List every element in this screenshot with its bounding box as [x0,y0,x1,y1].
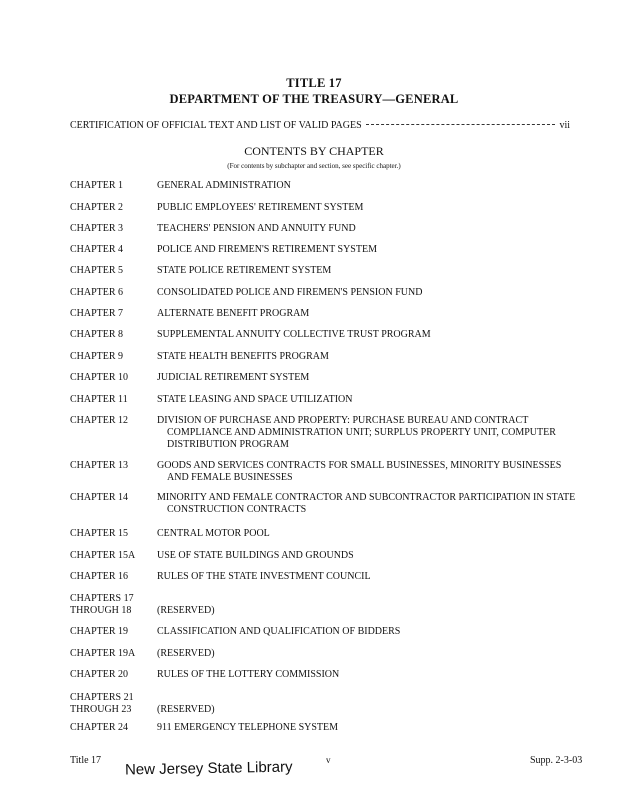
chapter-number-line: THROUGH 23 [70,704,132,715]
chapter-name-line: USE OF STATE BUILDINGS AND GROUNDS [157,550,354,561]
page-title-line-2: DEPARTMENT OF THE TREASURY—GENERAL [169,92,459,106]
chapter-number [70,492,155,504]
chapter-name [157,669,590,681]
chapter-number [70,372,155,384]
chapter-name-line: 911 EMERGENCY TELEPHONE SYSTEM [157,722,339,733]
chapter-name [157,372,590,384]
chapter-number-line: CHAPTER 2 [70,202,124,213]
chapter-name-line: RULES OF THE LOTTERY COMMISSION [157,669,340,680]
chapter-number-line: CHAPTER 7 [70,308,124,319]
chapter-name [157,394,590,406]
chapter-name-line: DISTRIBUTION PROGRAM [167,439,289,450]
chapter-name [157,329,590,341]
chapter-number-line: CHAPTER 24 [70,722,129,733]
chapter-number [70,308,155,320]
chapter-name [157,180,590,192]
chapter-number [70,351,155,363]
chapter-name [157,571,590,583]
chapter-name-line: MINORITY AND FEMALE CONTRACTOR AND SUBCONTRACTOR PARTICIPATION IN STATE [157,492,576,503]
chapter-name [157,265,590,277]
chapter-number-line: CHAPTER 14 [70,492,129,503]
chapter-number-line: CHAPTER 20 [70,669,129,680]
chapter-number-line: CHAPTER 13 [70,460,129,471]
chapter-name [157,492,590,516]
chapter-number [70,329,155,341]
chapter-name [157,550,590,562]
chapter-number [70,692,155,716]
chapter-number [70,626,155,638]
certification-text: CERTIFICATION OF OFFICIAL TEXT AND LIST OF VALID PAGES [70,120,362,131]
footer-supplement-date: Supp. 2-3-03 [530,755,583,766]
chapter-number-line: CHAPTER 19A [70,648,136,659]
chapter-name-line: RULES OF THE STATE INVESTMENT COUNCIL [157,571,371,582]
chapter-number [70,550,155,562]
chapter-name-line: CLASSIFICATION AND QUALIFICATION OF BIDDERS [157,626,401,637]
chapter-name-line: CENTRAL MOTOR POOL [157,528,270,539]
chapter-number [70,722,155,734]
chapter-number [70,180,155,192]
chapter-number-line: CHAPTER 12 [70,415,129,426]
chapter-number-line: CHAPTER 15A [70,550,136,561]
chapter-number [70,460,155,472]
chapter-number-line: CHAPTER 5 [70,265,124,276]
chapter-name [157,244,590,256]
chapter-name-line: JUDICIAL RETIREMENT SYSTEM [157,372,310,383]
chapter-name-line: POLICE AND FIREMEN'S RETIREMENT SYSTEM [157,244,377,255]
chapter-number [70,394,155,406]
chapter-number-line: CHAPTER 8 [70,329,124,340]
chapter-name [157,308,590,320]
chapter-number [70,415,155,427]
chapter-name [157,528,590,540]
contents-note: (For contents by subchapter and section, see specific chapter.) [227,162,401,170]
chapter-number [70,265,155,277]
chapter-number-line: CHAPTERS 21 [70,692,134,703]
chapter-number-line: CHAPTER 9 [70,351,124,362]
chapter-name-line: SUPPLEMENTAL ANNUITY COLLECTIVE TRUST PROGRAM [157,329,431,340]
chapter-number [70,223,155,235]
chapter-name [157,351,590,363]
chapter-name-line: DIVISION OF PURCHASE AND PROPERTY: PURCHASE BUREAU AND CONTRACT [157,415,529,426]
chapter-number-line: THROUGH 18 [70,605,132,616]
chapter-number-line: CHAPTER 3 [70,223,124,234]
chapter-name-line: CONSOLIDATED POLICE AND FIREMEN'S PENSION FUND [157,287,423,298]
chapter-name-line: (RESERVED) [157,605,215,616]
dot-leader [366,124,556,125]
chapter-number-line: CHAPTERS 17 [70,593,134,604]
footer-title: Title 17 [70,755,102,766]
chapter-number [70,287,155,299]
footer-page-number: v [326,755,331,765]
chapter-name-line: (RESERVED) [157,704,215,715]
chapter-name-line: GENERAL ADMINISTRATION [157,180,291,191]
chapter-name-line: TEACHERS' PENSION AND ANNUITY FUND [157,223,356,234]
page-title-line-1: TITLE 17 [286,76,342,90]
contents-heading: CONTENTS BY CHAPTER [244,144,384,158]
library-stamp: New Jersey State Library [124,758,293,779]
chapter-number [70,528,155,540]
chapter-name-line: STATE POLICE RETIREMENT SYSTEM [157,265,332,276]
chapter-name [157,722,590,734]
chapter-number-line: CHAPTER 1 [70,180,124,191]
chapter-name [157,287,590,299]
chapter-name-line: CONSTRUCTION CONTRACTS [167,504,307,515]
chapter-number [70,571,155,583]
certification-line [70,120,570,131]
chapter-name [157,202,590,214]
chapter-name-line: STATE HEALTH BENEFITS PROGRAM [157,351,329,362]
chapter-name-line: PUBLIC EMPLOYEES' RETIREMENT SYSTEM [157,202,364,213]
chapter-number-line: CHAPTER 10 [70,372,129,383]
chapter-number [70,244,155,256]
chapter-name [157,415,590,451]
chapter-number-line: CHAPTER 11 [70,394,128,405]
chapter-number [70,593,155,617]
chapter-number [70,648,155,660]
chapter-number-line: CHAPTER 19 [70,626,129,637]
chapter-name-line: (RESERVED) [157,648,215,659]
certification-page: vii [559,120,570,131]
chapter-name-line: STATE LEASING AND SPACE UTILIZATION [157,394,353,405]
chapter-number [70,202,155,214]
chapter-name-line: ALTERNATE BENEFIT PROGRAM [157,308,310,319]
chapter-name-line: GOODS AND SERVICES CONTRACTS FOR SMALL BUSINESSES, MINORITY BUSINESSES [157,460,562,471]
chapter-name-line: COMPLIANCE AND ADMINISTRATION UNIT; SURPLUS PROPERTY UNIT, COMPUTER [167,427,556,438]
chapter-name [157,223,590,235]
chapter-name [157,605,590,617]
chapter-name [157,648,590,660]
chapter-name-line: AND FEMALE BUSINESSES [167,472,293,483]
chapter-number-line: CHAPTER 4 [70,244,124,255]
chapter-number [70,669,155,681]
chapter-name [157,626,590,638]
chapter-number-line: CHAPTER 16 [70,571,129,582]
chapter-name [157,704,590,716]
chapter-name [157,460,590,484]
chapter-number-line: CHAPTER 15 [70,528,129,539]
chapter-number-line: CHAPTER 6 [70,287,124,298]
